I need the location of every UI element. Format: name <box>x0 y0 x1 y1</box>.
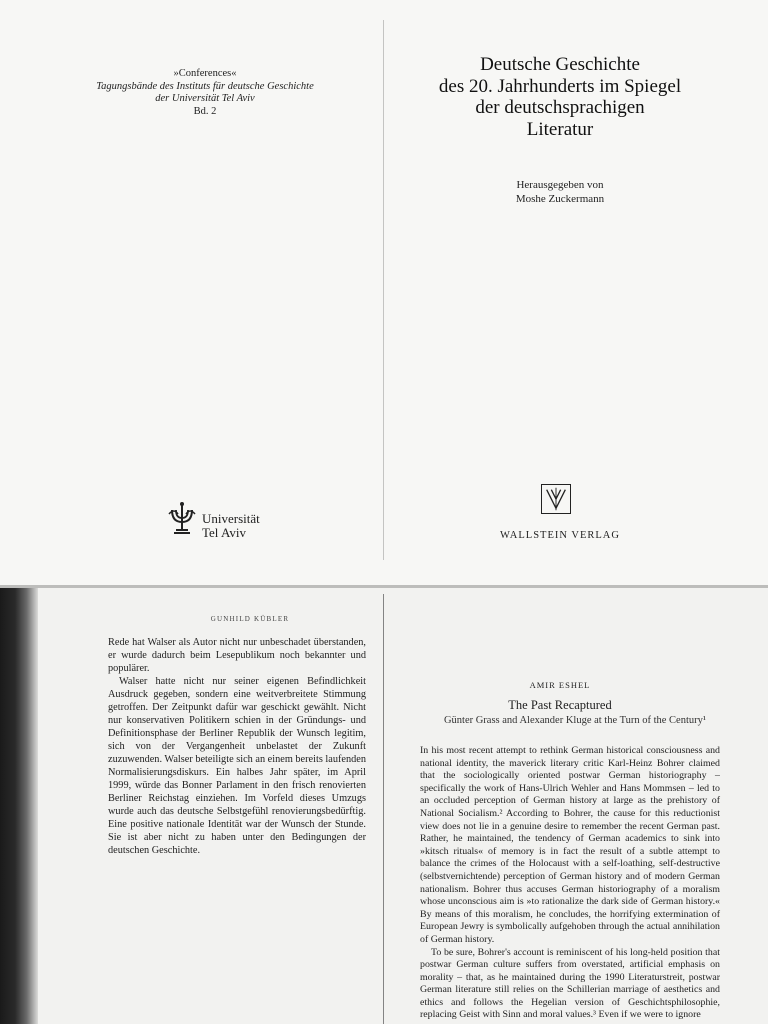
editor-credit <box>470 178 650 206</box>
chapter-subtitle: Günter Grass and Alexander Kluge at the Turn of the Century¹ <box>443 715 707 726</box>
book-title-line-3: der deutschsprachigen <box>475 97 645 118</box>
university-name <box>202 512 260 540</box>
paragraph: Walser hatte nicht nur seiner eigenen Befindlichkeit Ausdruck gegeben, sondern eine weitverbreitete Stimmung getroffen. Der Zeitpunkt dafür war geschickt gewählt. Nicht nur konservativen Politikern schien in der Gründungs- und Definitionsphase der Berliner Republik der Wunsch legitim, sich von der Vergangenheit unbelastet der Zukunft zuzuwenden. Walser beteiligte sich an einem bereits laufenden Normalisierungsdiskurs. Ein halbes Jahr später, im April 1999, würde das Bonner Parlament in den frisch renovierten Berliner Reichstag einziehen. Im Vorfeld dieses Umzugs wurde auch das deutsche Selbstgefühl renovierungsbedürftig. Eine positive nationale Identität war der Wunsch der Stunde. Sie ist aber nicht zu haben unter den Bedingungen der deutschen Geschichte. <box>108 676 367 856</box>
publisher-name: WALLSTEIN VERLAG <box>500 530 620 541</box>
book-title-line-2: des 20. Jahrhunderts im Spiegel <box>438 75 682 97</box>
half-title-page <box>0 0 384 585</box>
book-title <box>420 54 700 140</box>
page-fold <box>383 594 384 1024</box>
book-title-line-1: Deutsche Geschichte <box>480 54 640 75</box>
university-name-line-2: Tel Aviv <box>202 525 246 540</box>
university-name-line-1: Universität <box>202 511 260 526</box>
running-head: GUNHILD KÜBLER <box>210 615 290 623</box>
paragraph: In his most recent attempt to rethink German historical consciousness and national identity, the maverick literary critic Karl-Heinz Bohrer claimed that the sociologically oriented postwar German historiography – specifically the work of Hans-Ulrich Wehler and Hans Mommsen – led to an occluded perception of German history at large as the prehistory of National Socialism.² According to Bohrer, the cause for this reductionist view does not lie in a genuine desire to remember the recent German past. Rather, he maintained, the tendency of German academics to sink into »kitsch rituals« of memory is in fact the result of a subtle attempt to balance the crimes of the Holocaust with a self-loathing, self-destructive (selbstvernichtende) perception of German history and of modern German nationalism. Bohrer thus accuses German historiography of a moralism whose unconscious aim is »to rationalize the dark side of German history.« By means of this moralism, he concludes, the horrifying extermination of European Jewry is symbolically aufgehoben through the actual annihilation of German history. <box>420 745 720 945</box>
chapter-title: The Past Recaptured <box>508 698 612 712</box>
chapter-author: AMIR ESHEL <box>529 680 591 690</box>
editor-label: Herausgegeben von <box>516 179 604 191</box>
series-info <box>80 68 330 118</box>
paragraph: To be sure, Bohrer's account is reminiscent of his long-held position that postwar German culture suffers from overstated, artificial emphasis on morality – that, as he maintained during the 1990 Literaturstreit, postwar German literature still relies on the Schillerian marriage of aesthetics and ethics and follows the Hegelian version of Geschichtsphilosophie, replacing Geist with Sinn and moral values.³ Even if we were to ignore <box>420 946 720 1021</box>
series-line-2: der Universität Tel Aviv <box>155 93 255 104</box>
series-line-1: Tagungsbände des Instituts für deutsche Geschichte <box>96 80 314 92</box>
series-title: »Conferences« <box>173 68 237 79</box>
book-title-line-4: Literatur <box>526 118 594 140</box>
volume-number: Bd. 2 <box>193 105 217 117</box>
paragraph: Rede hat Walser als Autor nicht nur unbeschadet überstanden, er wurde dadurch beim Lesepublikum noch bekannter und populärer. <box>108 637 366 674</box>
university-logo <box>166 500 260 540</box>
editor-name: Moshe Zuckermann <box>515 193 605 205</box>
bottom-spread <box>0 588 768 1024</box>
left-page-text <box>108 636 366 857</box>
binding-shadow <box>0 588 38 1024</box>
menorah-icon <box>166 500 198 536</box>
wallstein-logo-icon <box>541 484 571 514</box>
right-page-text <box>420 745 720 1022</box>
